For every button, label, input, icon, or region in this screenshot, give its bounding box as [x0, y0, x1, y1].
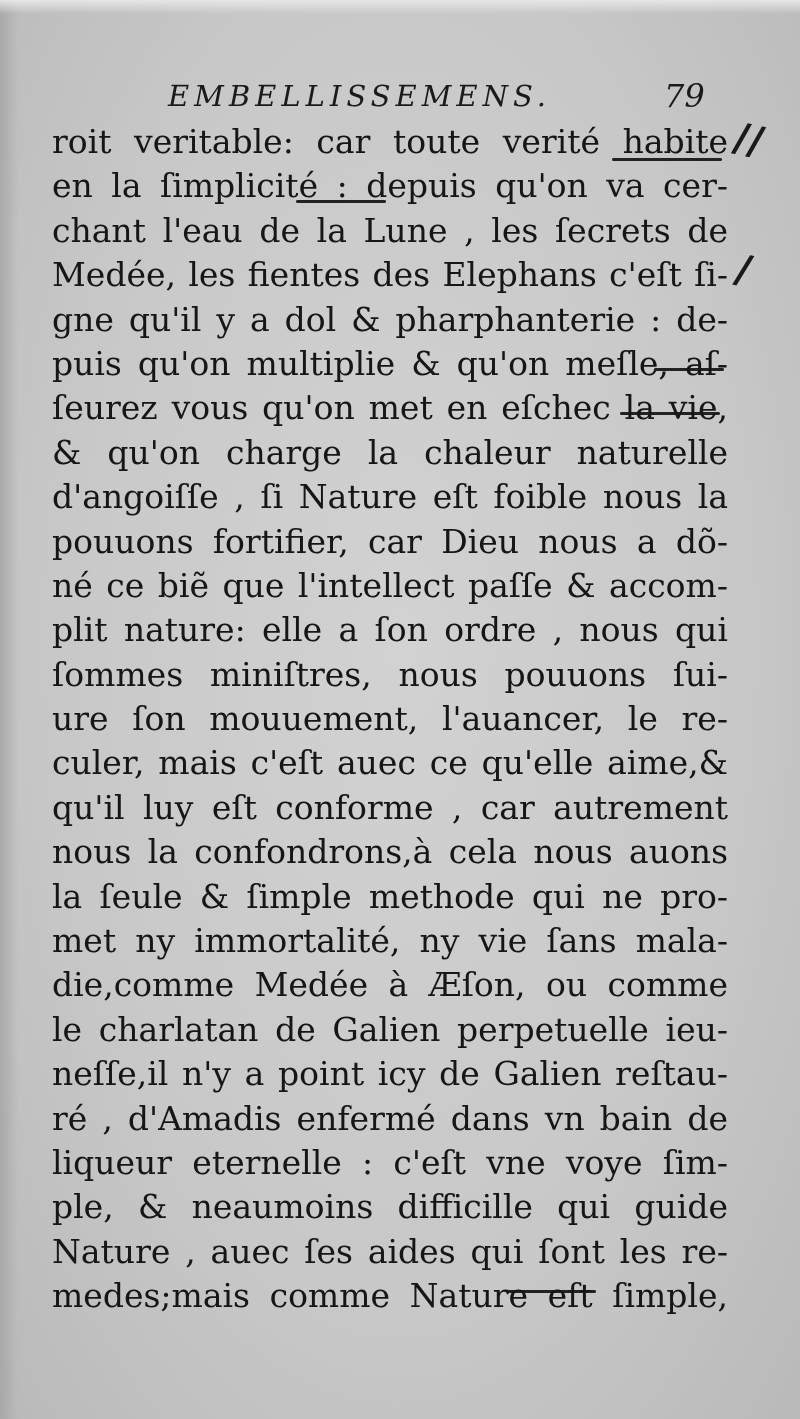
text-line: roit veritable: car toute verité habite	[52, 122, 728, 161]
text-line: medes;mais comme Nature eſt ſimple,	[52, 1276, 728, 1316]
text-line: le charlatan de Galien perpetuelle ieu-	[52, 1009, 728, 1049]
text-line: en la ſimplicité : depuis qu'on va cer-	[52, 166, 728, 206]
text-line: d'angoiſſe , ſi Nature eſt foible nous la	[52, 477, 728, 517]
text-line: pouuons fortifier, car Dieu nous a dõ-	[52, 521, 728, 561]
page-number: 79	[664, 77, 705, 115]
text-line: liqueur eternelle : c'eſt vne voye ſim-	[52, 1142, 728, 1182]
text-line: Medée, les fientes des Elephans c'eſt ſi-	[52, 255, 728, 295]
text-line: & qu'on charge la chaleur naturelle	[52, 432, 728, 472]
text-line: né ce biẽ que l'intellect paſſe & accom-	[52, 565, 728, 605]
text-line: ſommes miniſtres, nous pouuons ſui-	[52, 654, 728, 694]
text-line: Nature , auec ſes aides qui ſont les re-	[52, 1231, 728, 1271]
text-line: ré , d'Amadis enfermé dans vn bain de	[52, 1098, 728, 1138]
text-line: puis qu'on multiplie & qu'on meſle, aſ-	[52, 343, 728, 383]
text-line: ple, & neaumoins difficille qui guide	[52, 1187, 728, 1227]
text-line: la ſeule & ſimple methode qui ne pro-	[52, 876, 728, 916]
margin-mark-double-slash: //	[729, 114, 768, 166]
page-shadow-edge	[0, 0, 18, 1419]
text-line: neſſe,il n'y a point icy de Galien reſtau-	[52, 1054, 728, 1094]
text-line: ure ſon mouuement, l'auancer, le re-	[52, 699, 728, 739]
text-line: met ny immortalité, ny vie ſans mala-	[52, 921, 728, 961]
page-top-edge	[0, 0, 800, 14]
text-line: qu'il luy eſt conforme , car autrement	[52, 787, 728, 827]
text-line: plit nature: elle a ſon ordre , nous qui	[52, 610, 728, 650]
running-head-title: EMBELLISSEMENS.	[168, 79, 551, 113]
margin-mark-slash: /	[730, 245, 756, 295]
text-line: gne qu'il y a dol & pharphanterie : de-	[52, 299, 728, 339]
text-line: die,comme Medée à Æſon, ou comme	[52, 965, 728, 1005]
text-line: ſeurez vous qu'on met en eſchec la vie,	[52, 388, 728, 428]
body-text	[52, 120, 728, 1319]
running-head	[0, 74, 800, 118]
text-line: nous la confondrons,à cela nous auons	[52, 832, 728, 872]
text-line: chant l'eau de la Lune , les ſecrets de	[52, 210, 728, 250]
text-line: culer, mais c'eſt auec ce qu'elle aime,&	[52, 743, 728, 783]
